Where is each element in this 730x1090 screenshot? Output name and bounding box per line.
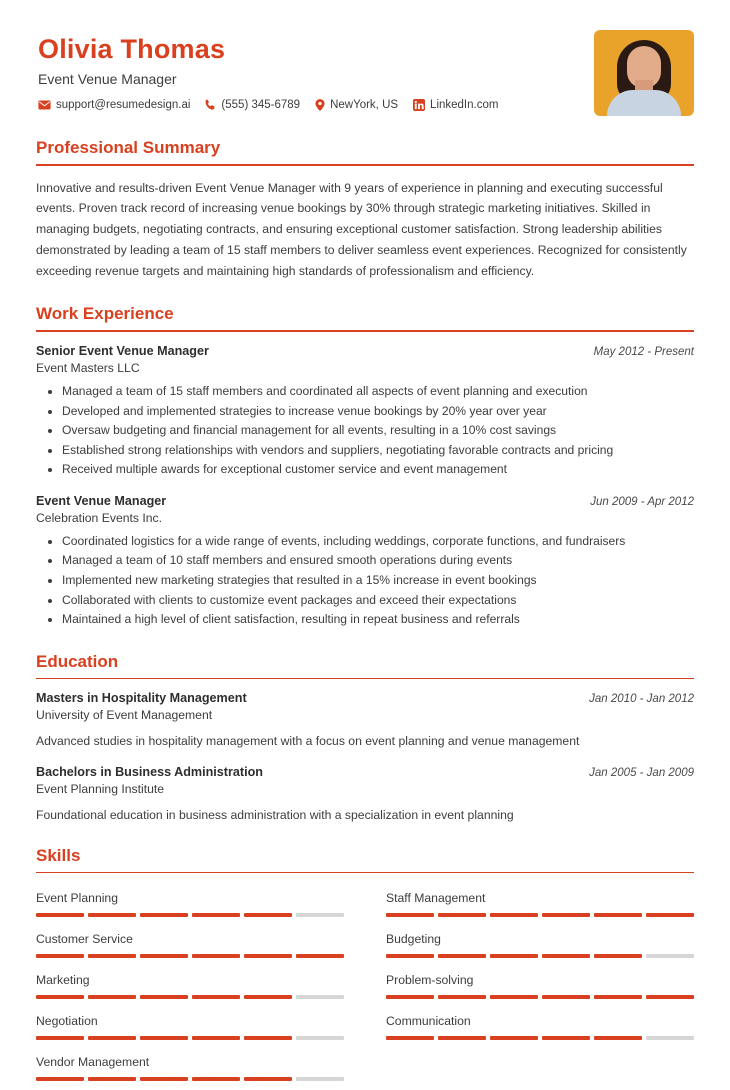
skill-segment	[438, 995, 486, 999]
skill-segment	[296, 1036, 344, 1040]
skill-segment	[490, 954, 538, 958]
skill-segment	[244, 913, 292, 917]
entry-bullets	[36, 382, 694, 480]
skill-item	[36, 885, 344, 926]
skill-item	[386, 885, 694, 926]
entry-head	[36, 494, 694, 508]
section-professional-summary	[36, 138, 694, 282]
skill-name: Marketing	[36, 973, 90, 988]
entry-company: Event Masters LLC	[36, 360, 140, 375]
skill-level-bar	[386, 1036, 694, 1040]
experience-entry	[36, 344, 694, 480]
skill-segment	[192, 913, 240, 917]
skill-segment	[36, 1036, 84, 1040]
list-item: • Received multiple awards for exceptional customer service and event management	[62, 460, 694, 480]
contact-email-text: support@resumedesign.ai	[56, 99, 191, 111]
skill-segment	[36, 954, 84, 958]
skill-segment	[438, 954, 486, 958]
skill-segment	[594, 995, 642, 999]
location-pin-icon	[315, 99, 325, 111]
skill-segment	[490, 913, 538, 917]
skill-item	[36, 1049, 344, 1090]
skill-segment	[386, 954, 434, 958]
entry-school: Event Planning Institute	[36, 781, 165, 796]
skill-segment	[386, 995, 434, 999]
envelope-icon	[38, 100, 51, 110]
entry-bullets	[36, 532, 694, 630]
linkedin-icon	[413, 99, 425, 111]
experience-entry	[36, 494, 694, 630]
skill-segment	[244, 995, 292, 999]
skill-segment	[438, 1036, 486, 1040]
skill-segment	[542, 954, 590, 958]
skill-name: Problem-solving	[386, 973, 474, 988]
skill-segment	[88, 1077, 136, 1081]
entry-head	[36, 691, 694, 705]
list-item: • Collaborated with clients to customize event packages and exceed their expectations	[62, 591, 694, 611]
entry-head	[36, 344, 694, 358]
summary-text: Innovative and results-driven Event Venue Manager with 9 years of experience in planning and executing successful events. Proven track record of increasing venue bookings by 30% through strategic marketing initiatives. Skilled in managing budgets, negotiating contracts, and ensuring exceptional customer satisfaction. Strong leadership abilities demonstrated by leading a team of 15 staff members to deliver seamless event experiences. Recognized for consistently exceeding revenue targets and maintaining high standards of professionalism and efficiency.	[36, 180, 687, 279]
skill-level-bar	[386, 954, 694, 958]
contact-location-text: NewYork, US	[330, 99, 399, 111]
contact-linkedin[interactable]	[413, 99, 498, 111]
skill-segment	[192, 954, 240, 958]
skill-segment	[192, 1036, 240, 1040]
section-title-summary: Professional Summary	[36, 138, 221, 157]
skill-segment	[36, 913, 84, 917]
skills-grid	[36, 885, 694, 1090]
skill-name: Event Planning	[36, 891, 118, 906]
skill-segment	[490, 995, 538, 999]
page-title: Olivia Thomas	[38, 34, 226, 64]
phone-icon	[205, 99, 216, 111]
list-item: • Implemented new marketing strategies that resulted in a 15% increase in event bookings	[62, 571, 694, 591]
entry-title: Senior Event Venue Manager	[36, 343, 209, 358]
skill-segment	[542, 995, 590, 999]
skill-level-bar	[386, 995, 694, 999]
skill-level-bar	[36, 995, 344, 999]
skill-segment	[296, 1077, 344, 1081]
skill-segment	[244, 954, 292, 958]
skill-segment	[244, 1077, 292, 1081]
contact-email[interactable]	[38, 99, 190, 111]
skill-name: Staff Management	[386, 891, 486, 906]
skill-item	[36, 1008, 344, 1049]
contact-linkedin-text: LinkedIn.com	[430, 99, 499, 111]
divider	[36, 164, 694, 166]
skill-segment	[244, 1036, 292, 1040]
avatar	[594, 30, 694, 116]
section-title-experience: Work Experience	[36, 304, 174, 324]
skill-name: Customer Service	[36, 932, 133, 947]
entry-head	[36, 765, 694, 779]
skill-segment	[36, 1077, 84, 1081]
skill-segment	[296, 954, 344, 958]
divider	[36, 678, 694, 680]
skill-segment	[542, 913, 590, 917]
skill-level-bar	[36, 1077, 344, 1081]
skill-segment	[386, 1036, 434, 1040]
skill-segment	[88, 1036, 136, 1040]
skill-segment	[490, 1036, 538, 1040]
skill-item	[36, 967, 344, 1008]
entry-company: Celebration Events Inc.	[36, 510, 163, 525]
contact-location[interactable]	[315, 99, 398, 111]
skill-item	[36, 926, 344, 967]
skill-item	[386, 1008, 694, 1049]
skill-level-bar	[386, 913, 694, 917]
skill-segment	[646, 954, 694, 958]
skill-segment	[140, 995, 188, 999]
section-title-education: Education	[36, 651, 119, 671]
list-item: • Managed a team of 15 staff members and coordinated all aspects of event planning and execution	[62, 382, 694, 402]
entry-description: Advanced studies in hospitality management with a focus on event planning and venue management	[36, 734, 580, 749]
skill-segment	[594, 913, 642, 917]
skill-segment	[88, 913, 136, 917]
skill-segment	[192, 995, 240, 999]
list-item: • Managed a team of 10 staff members and ensured smooth operations during events	[62, 551, 694, 571]
skill-segment	[296, 995, 344, 999]
entry-date: Jun 2009 - Apr 2012	[590, 495, 694, 508]
entry-date: Jan 2005 - Jan 2009	[589, 766, 694, 779]
education-entry	[36, 691, 694, 750]
section-work-experience	[36, 304, 694, 629]
avatar-body	[607, 90, 681, 116]
skill-segment	[140, 1077, 188, 1081]
entry-title: Masters in Hospitality Management	[36, 691, 247, 706]
skill-segment	[296, 913, 344, 917]
skill-segment	[386, 913, 434, 917]
skill-segment	[646, 1036, 694, 1040]
skill-segment	[140, 954, 188, 958]
skill-name: Budgeting	[386, 932, 441, 947]
skill-segment	[140, 913, 188, 917]
skill-level-bar	[36, 913, 344, 917]
skill-segment	[646, 913, 694, 917]
skill-segment	[192, 1077, 240, 1081]
divider	[36, 872, 694, 874]
skill-level-bar	[36, 1036, 344, 1040]
contact-phone[interactable]	[205, 99, 300, 111]
entry-school: University of Event Management	[36, 708, 213, 723]
skill-level-bar	[36, 954, 344, 958]
contact-row	[38, 99, 498, 111]
skill-segment	[646, 995, 694, 999]
skill-name: Negotiation	[36, 1014, 98, 1029]
skill-segment	[88, 954, 136, 958]
section-title-skills: Skills	[36, 845, 81, 865]
entry-description: Foundational education in business administration with a specialization in event planning	[36, 807, 514, 822]
list-item: • Maintained a high level of client satisfaction, resulting in repeat business and referrals	[62, 610, 694, 630]
contact-phone-text: (555) 345-6789	[221, 99, 301, 111]
list-item: • Coordinated logistics for a wide range of events, including weddings, corporate functions, and fundraisers	[62, 532, 694, 552]
list-item: • Established strong relationships with vendors and suppliers, negotiating favorable contracts and pricing	[62, 441, 694, 461]
resume-header	[36, 30, 694, 116]
skill-segment	[36, 995, 84, 999]
skill-segment	[438, 913, 486, 917]
divider	[36, 330, 694, 332]
skill-segment	[594, 1036, 642, 1040]
list-item: • Oversaw budgeting and financial management for all events, resulting in a 10% cost savings	[62, 421, 694, 441]
skill-segment	[542, 1036, 590, 1040]
entry-date: Jan 2010 - Jan 2012	[589, 693, 694, 706]
skill-item	[386, 967, 694, 1008]
skill-segment	[140, 1036, 188, 1040]
entry-title: Event Venue Manager	[36, 493, 167, 508]
list-item: • Developed and implemented strategies to increase venue bookings by 20% year over year	[62, 402, 694, 422]
job-title: Event Venue Manager	[38, 71, 177, 87]
header-left	[36, 30, 498, 111]
skill-name: Communication	[386, 1014, 471, 1029]
skill-segment	[88, 995, 136, 999]
entry-date: May 2012 - Present	[593, 345, 694, 358]
education-entry	[36, 765, 694, 824]
skill-item	[386, 926, 694, 967]
entry-title: Bachelors in Business Administration	[36, 764, 263, 779]
section-education	[36, 652, 694, 824]
skill-segment	[594, 954, 642, 958]
skill-name: Vendor Management	[36, 1055, 150, 1070]
section-skills	[36, 846, 694, 1090]
